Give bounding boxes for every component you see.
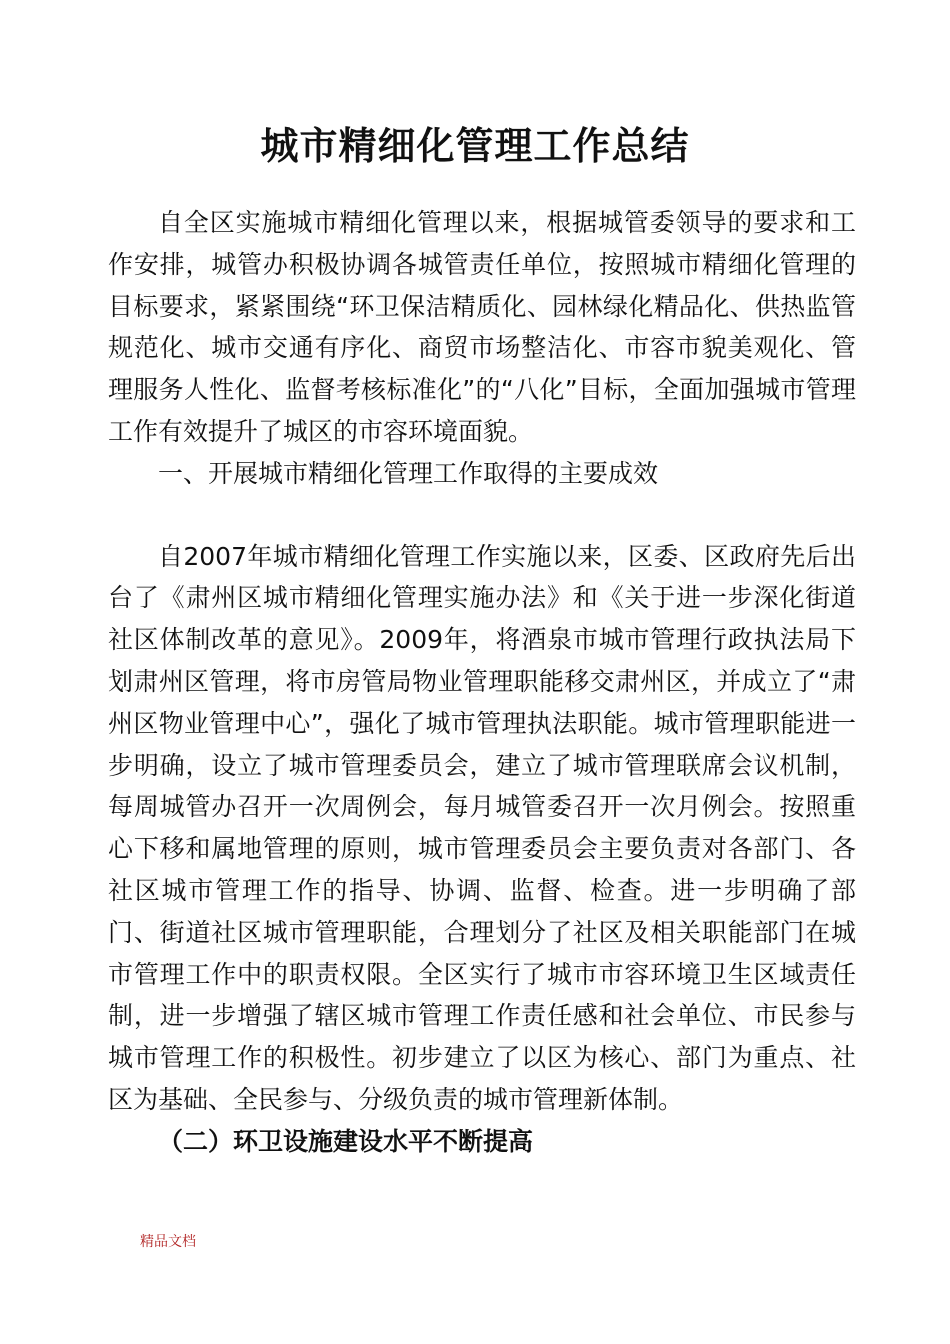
section-2-heading: （二）环卫设施建设水平不断提高	[158, 1126, 534, 1156]
intro-paragraph: 自全区实施城市精细化管理以来，根据城管委领导的要求和工作安排，城管办积极协调各城管责任单位，按照城市精细化管理的目标要求，紧紧围绕“环卫保洁精质化、园林绿化精品化、供热监管规范化、城市交通有序化、商贸市场整洁化、市容市貌美观化、管理服务人性化、监督考核标准化”的“八化”目标，全面加强城市管理工作有效提升了城区的市容环境面貌。	[108, 208, 856, 446]
document-body	[108, 202, 856, 1163]
footer-watermark: 精品文档	[140, 1234, 196, 1250]
document-title: 城市精细化管理工作总结	[260, 124, 690, 168]
section-1-paragraph: 自2007年城市精细化管理工作实施以来，区委、区政府先后出台了《肃州区城市精细化管理实施办法》和《关于进一步深化街道社区体制改革的意见》。2009年，将酒泉市城市管理行政执法局下划肃州区管理，将市房管局物业管理职能移交肃州区，并成立了“肃州区物业管理中心”，强化了城市管理执法职能。城市管理职能进一步明确，设立了城市管理委员会，建立了城市管理联席会议机制，每周城管办召开一次周例会，每月城管委召开一次月例会。按照重心下移和属地管理的原则，城市管理委员会主要负责对各部门、各社区城市管理工作的指导、协调、监督、检查。进一步明确了部门、街道社区城市管理职能，合理划分了社区及相关职能部门在城市管理工作中的职责权限。全区实行了城市市容环境卫生区域责任制，进一步增强了辖区城市管理工作责任感和社会单位、市民参与城市管理工作的积极性。初步建立了以区为核心、部门为重点、社区为基础、全民参与、分级负责的城市管理新体制。	[108, 541, 856, 1114]
section-1-heading: 一、开展城市精细化管理工作取得的主要成效	[158, 458, 659, 488]
